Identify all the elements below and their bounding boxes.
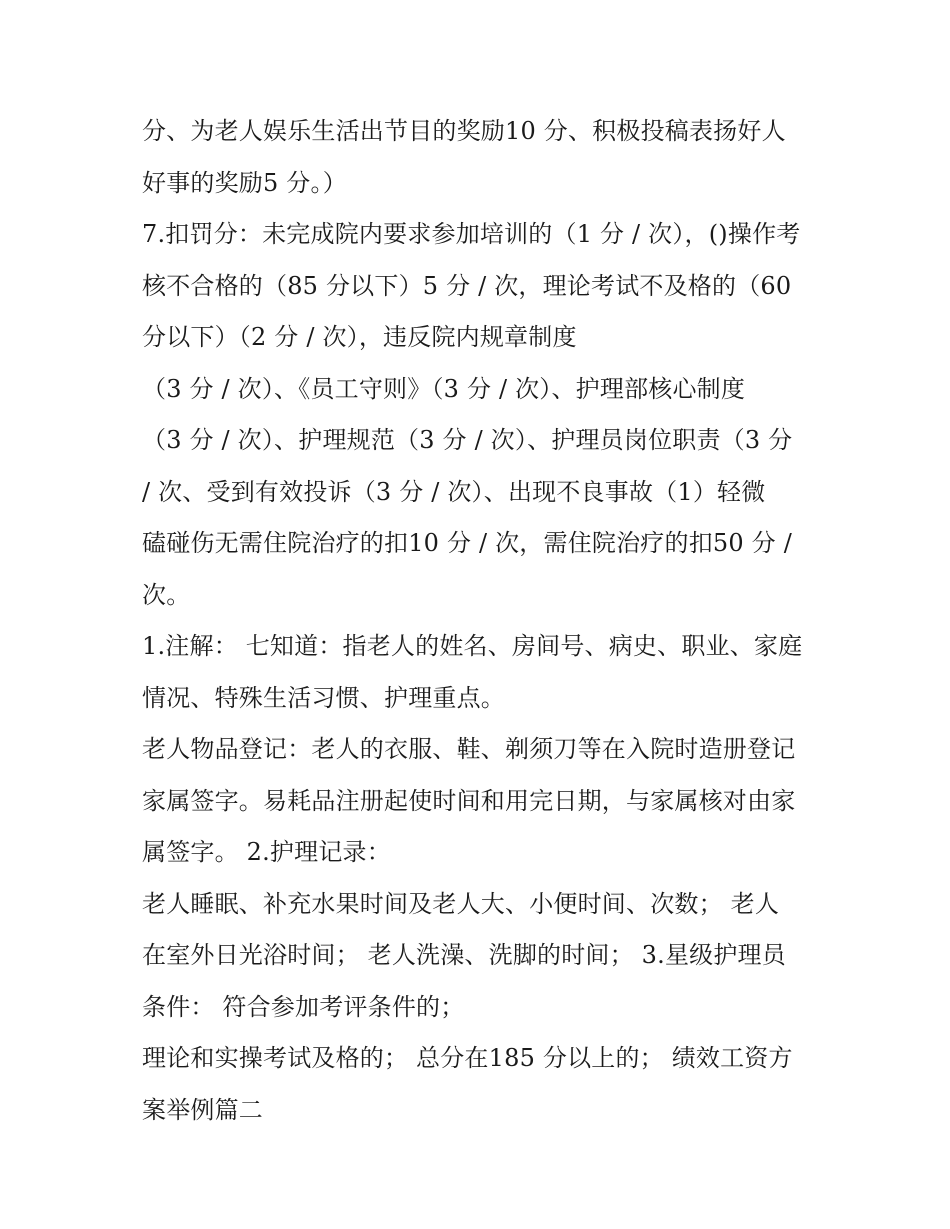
text-line: 条件： 符合参加考评条件的； [142, 992, 465, 1021]
text-line: 属签字。 2.护理记录： [142, 838, 391, 866]
text-line: 1.注解： 七知道：指老人的姓名、房间号、病史、职业、家庭 [142, 632, 803, 660]
text-line: 老人睡眠、补充水果时间及老人大、小便时间、次数； 老人 [142, 889, 780, 918]
text-line: 7.扣罚分：未完成院内要求参加培训的（1 分 / 次），()操作考 [142, 220, 801, 248]
text-line: 情况、特殊生活习惯、护理重点。 [142, 683, 505, 712]
text-line: 好事的奖励5 分。） [142, 168, 347, 197]
document-page [142, 106, 822, 1136]
text-line: 案举例篇二 [142, 1095, 263, 1124]
text-line: 核不合格的（85 分以下）5 分 / 次，理论考试不及格的（60 [142, 271, 792, 300]
text-line: 分、为老人娱乐生活出节目的奖励10 分、积极投稿表扬好人 [142, 117, 786, 145]
text-line: 理论和实操考试及格的； 总分在185 分以上的； 绩效工资方 [142, 1044, 793, 1072]
text-line: 磕碰伤无需住院治疗的扣10 分 / 次，需住院治疗的扣50 分 / [142, 529, 792, 557]
text-line: / 次、受到有效投诉（3 分 / 次）、出现不良事故（1）轻微 [142, 477, 766, 506]
text-line: 家属签字。易耗品注册起使时间和用完日期，与家属核对由家 [142, 786, 796, 815]
text-line: 分以下）（2 分 / 次），违反院内规章制度 [142, 323, 577, 351]
text-line: 次。 [142, 580, 191, 609]
text-line: （3 分 / 次）、护理规范（3 分 / 次）、护理员岗位职责（3 分 [142, 426, 793, 454]
text-line: （3 分 / 次）、《员工守则》（3 分 / 次）、护理部核心制度 [142, 374, 746, 403]
text-line: 在室外日光浴时间； 老人洗澡、洗脚的时间； 3.星级护理员 [142, 941, 786, 969]
text-line: 老人物品登记：老人的衣服、鞋、剃须刀等在入院时造册登记 [142, 735, 796, 763]
